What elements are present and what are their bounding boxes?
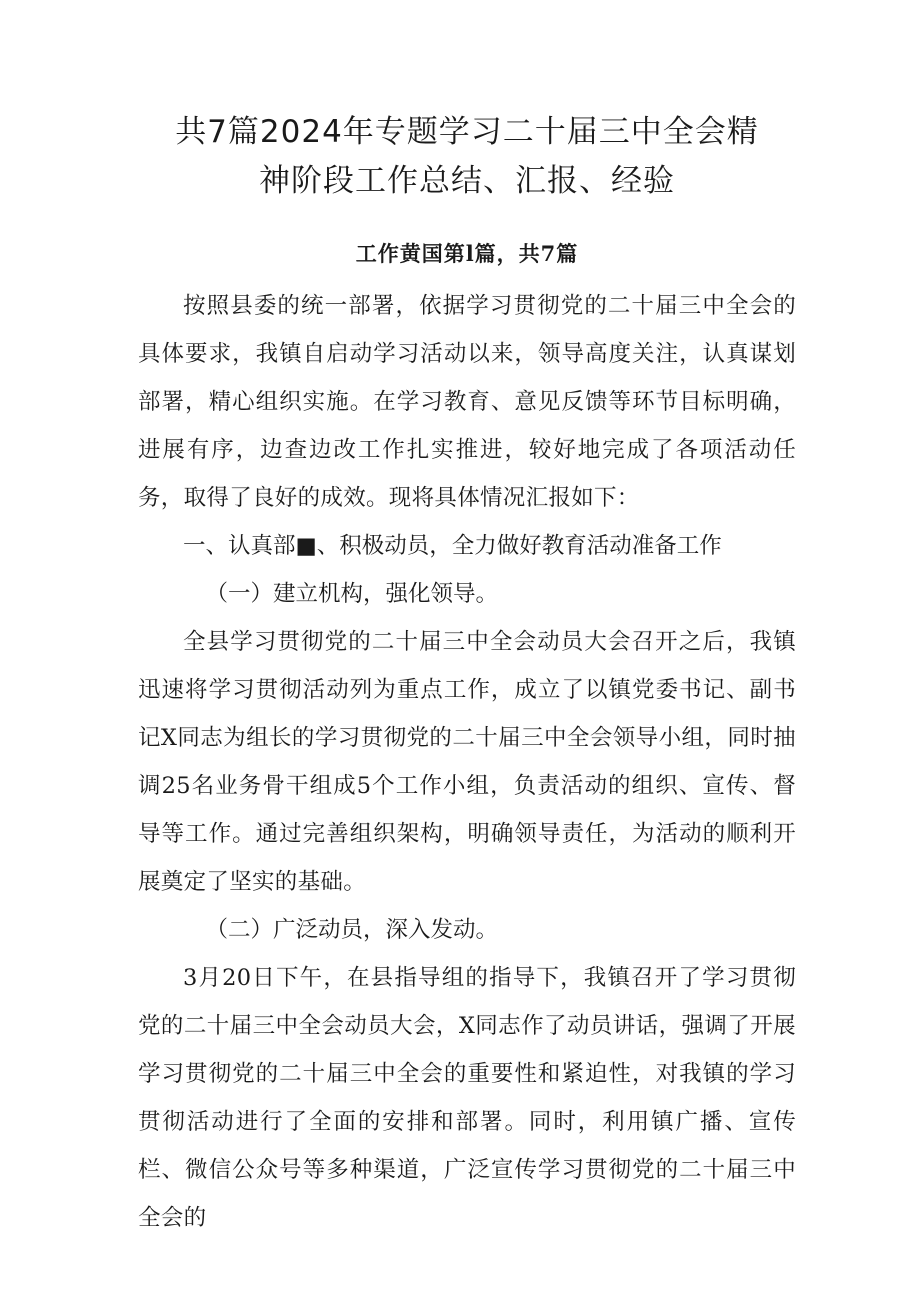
title-line-2: 神阶段工作总结、汇报、经验: [259, 163, 675, 199]
intro-paragraph: 按照县委的统一部署，依据学习贯彻党的二十届三中全会的具体要求，我镇自启动学习活动以来，领导高度关注，认真谋划部署，精心组织实施。在学习教育、意见反馈等环节目标明确，进展有序，边查边改工作扎实推进，较好地完成了各项活动任务，取得了良好的成效。现将具体情况汇报如下：: [138, 293, 796, 511]
subsection-2-heading: （二）广泛动员，深入发动。: [205, 917, 499, 943]
subsection-1-heading: （一）建立机构，强化领导。: [205, 581, 499, 607]
section-1-heading: 一、认真部■、积极动员，全力做好教育活动准备工作: [183, 533, 722, 559]
document-subtitle: 工作黄国第l篇，共7篇: [355, 241, 579, 266]
document-title: [138, 108, 796, 206]
title-line-1: 共7篇2024年专题学习二十届三中全会精: [175, 114, 759, 150]
subsection-1-paragraph: 全县学习贯彻党的二十届三中全会动员大会召开之后，我镇迅速将学习贯彻活动列为重点工作，成立了以镇党委书记、副书记X同志为组长的学习贯彻党的二十届三中全会领导小组，同时抽调25名业务骨干组成5个工作小组，负责活动的组织、宣传、督导等工作。通过完善组织架构，明确领导责任，为活动的顺利开展奠定了坚实的基础。: [138, 629, 796, 895]
subsection-2-paragraph: 3月20日下午，在县指导组的指导下，我镇召开了学习贯彻党的二十届三中全会动员大会，X同志作了动员讲话，强调了开展学习贯彻党的二十届三中全会的重要性和紧迫性，对我镇的学习贯彻活动进行了全面的安排和部署。同时，利用镇广播、宣传栏、微信公众号等多种渠道，广泛宣传学习贯彻党的二十届三中全会的: [138, 965, 796, 1231]
